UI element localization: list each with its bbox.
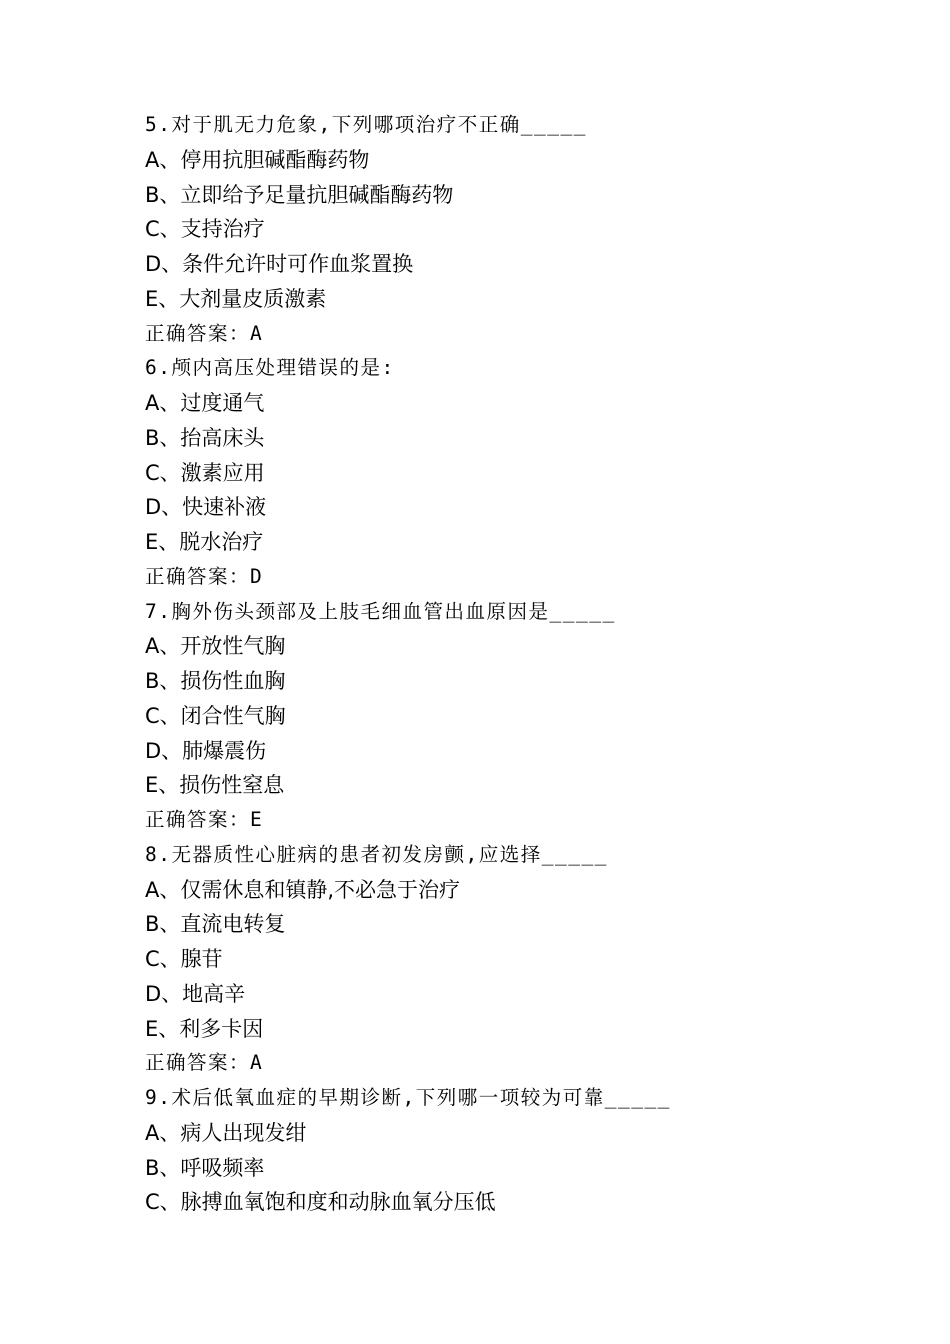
answer-option: C、支持治疗 (145, 217, 265, 242)
answer-option: A、停用抗胆碱酯酶药物 (145, 147, 370, 172)
answer-option: B、损伤性血胸 (145, 669, 286, 693)
answer-option: B、抬高床头 (145, 425, 265, 450)
correct-answer: 正确答案：E (145, 808, 264, 831)
answer-option: B、立即给予足量抗胆碱酯酶药物 (145, 182, 454, 207)
answer-option: E、利多卡因 (145, 1016, 264, 1041)
question-stem: 7.胸外伤头颈部及上肢毛细血管出血原因是_____ (145, 599, 616, 623)
correct-answer: 正确答案：D (145, 564, 264, 588)
answer-option: E、损伤性窒息 (145, 773, 285, 798)
answer-option: A、开放性气胸 (145, 634, 286, 659)
question-list (145, 108, 905, 1220)
answer-option: D、地高辛 (145, 981, 246, 1006)
answer-option: E、大剂量皮质激素 (145, 286, 327, 311)
answer-option: B、直流电转复 (145, 912, 286, 937)
answer-option: D、肺爆震伤 (145, 738, 267, 763)
answer-option: D、快速补液 (145, 495, 267, 520)
correct-answer: 正确答案：A (145, 321, 264, 345)
question-stem: 9.术后低氧血症的早期诊断,下列哪一项较为可靠_____ (145, 1086, 671, 1109)
question-stem: 6.颅内高压处理错误的是: (145, 356, 395, 380)
answer-option: C、激素应用 (145, 460, 265, 485)
question-stem: 5.对于肌无力危象,下列哪项治疗不正确_____ (145, 113, 587, 136)
answer-option: A、仅需休息和镇静,不必急于治疗 (145, 877, 461, 902)
answer-option: B、呼吸频率 (145, 1155, 265, 1180)
answer-option: C、腺苷 (145, 947, 223, 971)
answer-option: E、脱水治疗 (145, 530, 264, 554)
question-stem: 8.无器质性心脏病的患者初发房颤,应选择_____ (145, 842, 608, 866)
answer-option: A、病人出现发绀 (145, 1120, 307, 1145)
answer-option: C、脉搏血氧饱和度和动脉血氧分压低 (145, 1190, 496, 1215)
answer-option: D、条件允许时可作血浆置换 (145, 252, 414, 276)
correct-answer: 正确答案：A (145, 1051, 264, 1075)
answer-option: A、过度通气 (145, 391, 265, 415)
answer-option: C、闭合性气胸 (145, 703, 286, 728)
